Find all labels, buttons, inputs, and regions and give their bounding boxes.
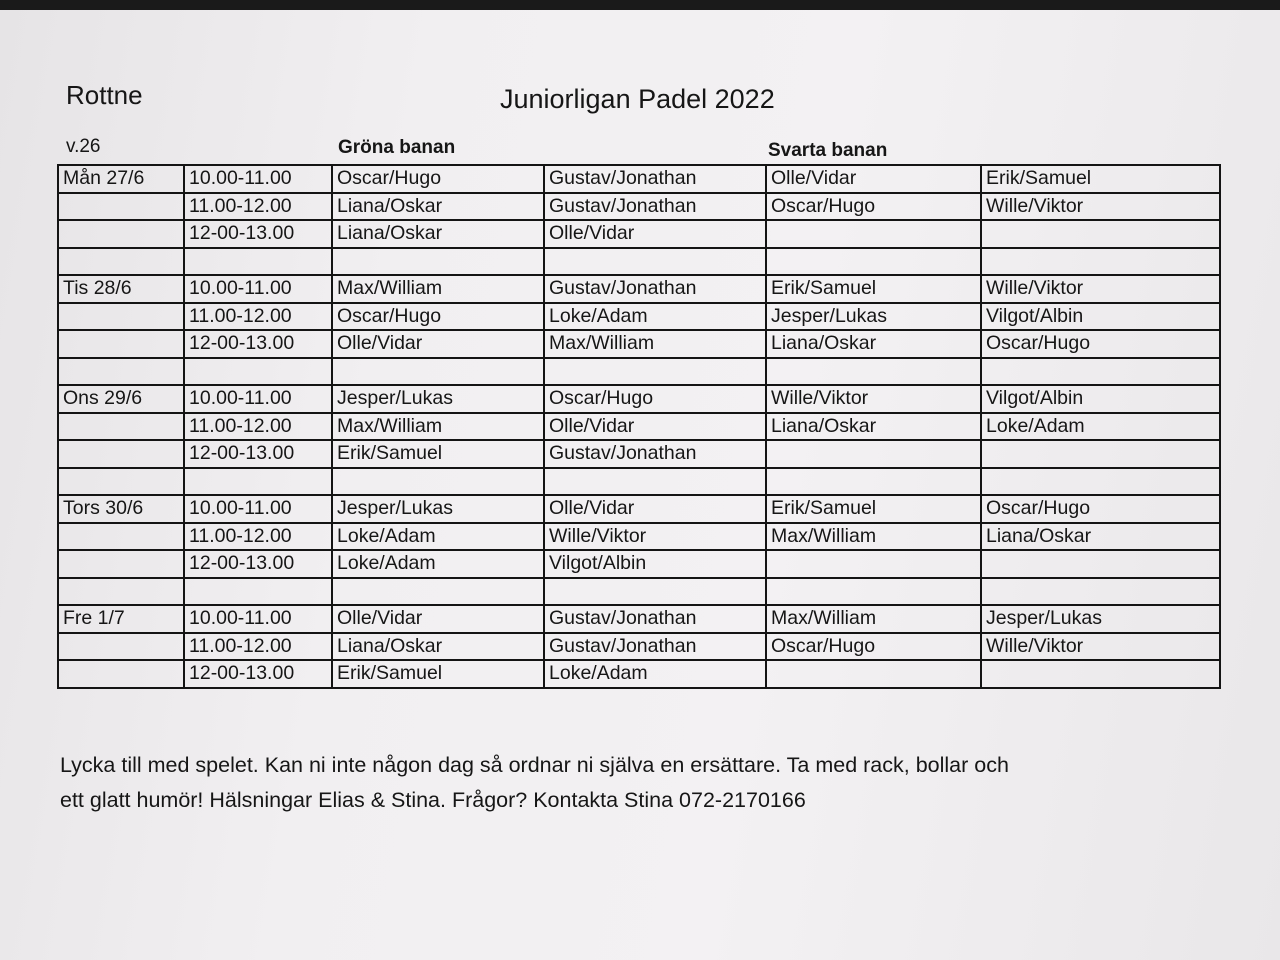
black-court-pair-2	[981, 220, 1220, 248]
black-court-pair-1	[766, 660, 981, 688]
time-cell: 11.00-12.00	[184, 523, 332, 551]
black-court-pair-1: Max/William	[766, 523, 981, 551]
empty-cell	[58, 358, 184, 386]
day-cell	[58, 523, 184, 551]
green-court-pair-2: Vilgot/Albin	[544, 550, 766, 578]
schedule-table	[57, 164, 1221, 689]
black-court-pair-2: Loke/Adam	[981, 413, 1220, 441]
empty-cell	[184, 468, 332, 496]
table-row	[58, 165, 1220, 193]
black-court-pair-2: Erik/Samuel	[981, 165, 1220, 193]
empty-cell	[544, 468, 766, 496]
day-cell: Fre 1/7	[58, 605, 184, 633]
black-court-pair-1: Liana/Oskar	[766, 330, 981, 358]
court-heading-green: Gröna banan	[338, 137, 456, 158]
black-court-pair-1	[766, 220, 981, 248]
green-court-pair-1: Liana/Oskar	[332, 633, 544, 661]
time-cell: 12-00-13.00	[184, 330, 332, 358]
black-court-pair-1: Oscar/Hugo	[766, 193, 981, 221]
green-court-pair-2: Loke/Adam	[544, 660, 766, 688]
black-court-pair-1	[766, 440, 981, 468]
time-cell: 10.00-11.00	[184, 275, 332, 303]
green-court-pair-2: Gustav/Jonathan	[544, 633, 766, 661]
empty-cell	[332, 248, 544, 276]
day-cell: Ons 29/6	[58, 385, 184, 413]
black-court-pair-2	[981, 550, 1220, 578]
table-row	[58, 220, 1220, 248]
day-cell	[58, 220, 184, 248]
black-court-pair-2: Oscar/Hugo	[981, 330, 1220, 358]
empty-cell	[184, 578, 332, 606]
green-court-pair-2: Loke/Adam	[544, 303, 766, 331]
black-court-pair-2: Liana/Oskar	[981, 523, 1220, 551]
table-row	[58, 330, 1220, 358]
empty-cell	[766, 578, 981, 606]
green-court-pair-2: Gustav/Jonathan	[544, 605, 766, 633]
green-court-pair-2: Gustav/Jonathan	[544, 165, 766, 193]
table-row	[58, 495, 1220, 523]
empty-cell	[544, 578, 766, 606]
empty-cell	[332, 358, 544, 386]
black-court-pair-1: Oscar/Hugo	[766, 633, 981, 661]
time-cell: 10.00-11.00	[184, 385, 332, 413]
black-court-pair-1: Liana/Oskar	[766, 413, 981, 441]
black-court-pair-1: Olle/Vidar	[766, 165, 981, 193]
empty-cell	[184, 248, 332, 276]
time-cell: 12-00-13.00	[184, 220, 332, 248]
time-cell: 10.00-11.00	[184, 495, 332, 523]
empty-cell	[544, 358, 766, 386]
empty-cell	[981, 468, 1220, 496]
day-cell	[58, 633, 184, 661]
day-cell: Tis 28/6	[58, 275, 184, 303]
day-cell	[58, 330, 184, 358]
green-court-pair-1: Loke/Adam	[332, 523, 544, 551]
empty-cell	[981, 358, 1220, 386]
empty-cell	[184, 358, 332, 386]
black-court-pair-2: Vilgot/Albin	[981, 385, 1220, 413]
time-cell: 10.00-11.00	[184, 605, 332, 633]
green-court-pair-2: Gustav/Jonathan	[544, 193, 766, 221]
table-row	[58, 275, 1220, 303]
empty-cell	[766, 468, 981, 496]
empty-cell	[58, 468, 184, 496]
day-cell	[58, 413, 184, 441]
black-court-pair-1: Wille/Viktor	[766, 385, 981, 413]
green-court-pair-1: Loke/Adam	[332, 550, 544, 578]
day-cell	[58, 660, 184, 688]
table-row	[58, 413, 1220, 441]
table-row	[58, 193, 1220, 221]
time-cell: 11.00-12.00	[184, 303, 332, 331]
empty-cell	[332, 578, 544, 606]
table-row	[58, 385, 1220, 413]
green-court-pair-1: Liana/Oskar	[332, 220, 544, 248]
page-title: Juniorligan Padel 2022	[500, 84, 775, 114]
week-label: v.26	[66, 136, 101, 157]
day-cell: Tors 30/6	[58, 495, 184, 523]
time-cell: 12-00-13.00	[184, 660, 332, 688]
green-court-pair-2: Gustav/Jonathan	[544, 275, 766, 303]
green-court-pair-2: Olle/Vidar	[544, 495, 766, 523]
green-court-pair-1: Erik/Samuel	[332, 440, 544, 468]
black-court-pair-1: Erik/Samuel	[766, 495, 981, 523]
black-court-pair-2: Wille/Viktor	[981, 193, 1220, 221]
green-court-pair-1: Jesper/Lukas	[332, 385, 544, 413]
footer-line-1: Lycka till med spelet. Kan ni inte någon dag så ordnar ni själva en ersättare. Ta med rack, bollar och	[60, 753, 1009, 777]
green-court-pair-2: Max/William	[544, 330, 766, 358]
green-court-pair-1: Oscar/Hugo	[332, 303, 544, 331]
green-court-pair-1: Liana/Oskar	[332, 193, 544, 221]
day-cell	[58, 193, 184, 221]
time-cell: 11.00-12.00	[184, 413, 332, 441]
empty-cell	[981, 248, 1220, 276]
black-court-pair-2: Vilgot/Albin	[981, 303, 1220, 331]
black-court-pair-2: Jesper/Lukas	[981, 605, 1220, 633]
empty-cell	[58, 578, 184, 606]
black-court-pair-1: Max/William	[766, 605, 981, 633]
empty-cell	[332, 468, 544, 496]
green-court-pair-2: Olle/Vidar	[544, 413, 766, 441]
black-court-pair-1: Jesper/Lukas	[766, 303, 981, 331]
table-row	[58, 550, 1220, 578]
spacer-row	[58, 248, 1220, 276]
table-row	[58, 303, 1220, 331]
table-row	[58, 440, 1220, 468]
black-court-pair-2: Oscar/Hugo	[981, 495, 1220, 523]
schedule-body	[58, 165, 1220, 688]
day-cell	[58, 440, 184, 468]
empty-cell	[981, 578, 1220, 606]
table-row	[58, 660, 1220, 688]
green-court-pair-1: Jesper/Lukas	[332, 495, 544, 523]
empty-cell	[766, 248, 981, 276]
black-court-pair-2: Wille/Viktor	[981, 633, 1220, 661]
green-court-pair-1: Olle/Vidar	[332, 605, 544, 633]
empty-cell	[766, 358, 981, 386]
spacer-row	[58, 578, 1220, 606]
table-row	[58, 633, 1220, 661]
black-court-pair-1	[766, 550, 981, 578]
court-heading-black: Svarta banan	[768, 140, 888, 161]
table-row	[58, 605, 1220, 633]
green-court-pair-2: Oscar/Hugo	[544, 385, 766, 413]
document-sheet	[0, 10, 1280, 960]
time-cell: 12-00-13.00	[184, 550, 332, 578]
green-court-pair-1: Max/William	[332, 275, 544, 303]
green-court-pair-1: Erik/Samuel	[332, 660, 544, 688]
day-cell: Mån 27/6	[58, 165, 184, 193]
school-name: Rottne	[66, 80, 143, 110]
time-cell: 11.00-12.00	[184, 633, 332, 661]
time-cell: 10.00-11.00	[184, 165, 332, 193]
footer-line-2: ett glatt humör! Hälsningar Elias & Stina. Frågor? Kontakta Stina 072-2170166	[60, 788, 806, 812]
empty-cell	[58, 248, 184, 276]
empty-cell	[544, 248, 766, 276]
black-court-pair-2	[981, 440, 1220, 468]
day-cell	[58, 303, 184, 331]
black-court-pair-2: Wille/Viktor	[981, 275, 1220, 303]
green-court-pair-1: Max/William	[332, 413, 544, 441]
green-court-pair-1: Olle/Vidar	[332, 330, 544, 358]
table-row	[58, 523, 1220, 551]
spacer-row	[58, 468, 1220, 496]
time-cell: 11.00-12.00	[184, 193, 332, 221]
green-court-pair-2: Olle/Vidar	[544, 220, 766, 248]
black-court-pair-1: Erik/Samuel	[766, 275, 981, 303]
green-court-pair-2: Gustav/Jonathan	[544, 440, 766, 468]
spacer-row	[58, 358, 1220, 386]
footer-note	[60, 748, 1140, 818]
green-court-pair-2: Wille/Viktor	[544, 523, 766, 551]
green-court-pair-1: Oscar/Hugo	[332, 165, 544, 193]
day-cell	[58, 550, 184, 578]
black-court-pair-2	[981, 660, 1220, 688]
time-cell: 12-00-13.00	[184, 440, 332, 468]
